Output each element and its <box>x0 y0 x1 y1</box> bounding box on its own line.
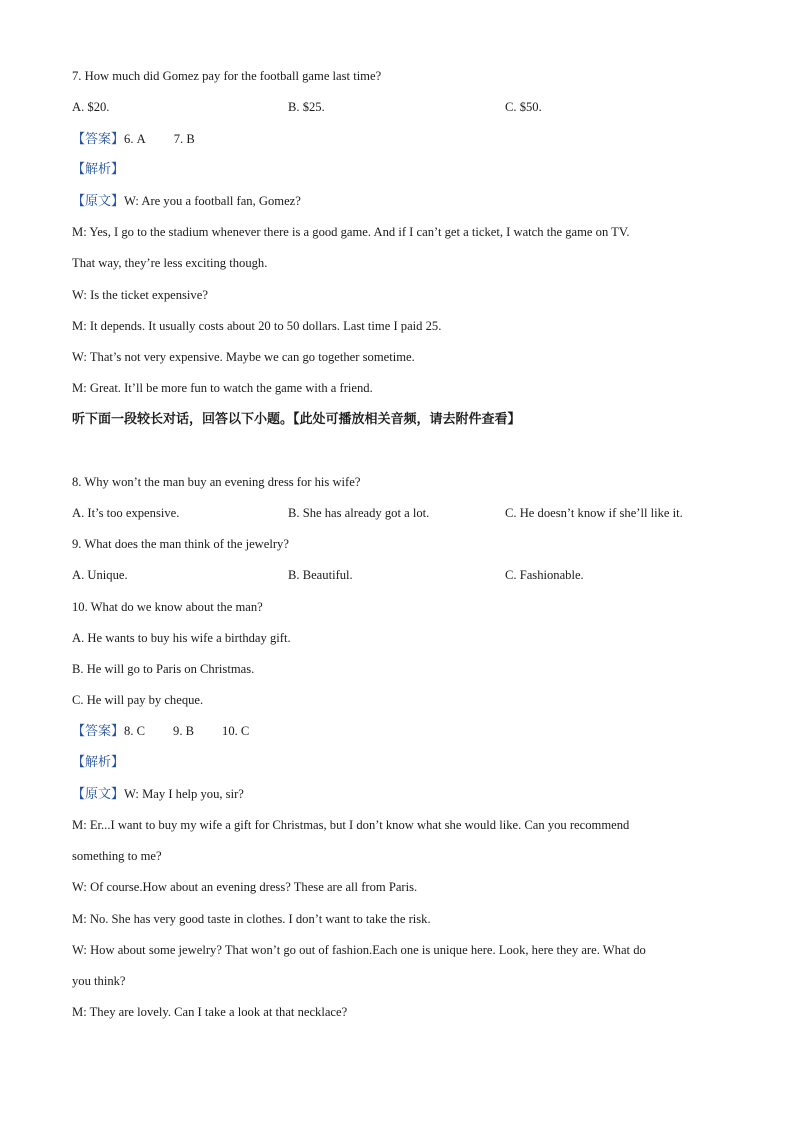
option-c: C. Fashionable. <box>505 568 584 582</box>
question-7: 7. How much did Gomez pay for the football game last time? <box>72 69 382 83</box>
answer-label: 【答案】 <box>72 132 125 147</box>
answer-item: 8. C <box>124 724 146 738</box>
option-b: B. Beautiful. <box>288 568 353 582</box>
analysis-label-2: 【解析】 <box>72 755 125 770</box>
question-8-options <box>72 505 752 521</box>
answer-line-2 <box>72 723 249 740</box>
question-10: 10. What do we know about the man? <box>72 600 263 614</box>
question-9: 9. What does the man think of the jewelry? <box>72 537 289 551</box>
question-7-options <box>72 99 752 115</box>
option-b: B. $25. <box>288 100 325 114</box>
transcript-line: That way, they’re less exciting though. <box>72 256 268 270</box>
question-8: 8. Why won’t the man buy an evening dress for his wife? <box>72 475 361 489</box>
option-c: C. $50. <box>505 100 542 114</box>
answer-item: 7. B <box>173 132 195 146</box>
transcript-line: M: Er...I want to buy my wife a gift for Christmas, but I don’t know what she would like. Can you recommend <box>72 818 630 832</box>
transcript-line: W: Is the ticket expensive? <box>72 288 208 302</box>
transcript-line: M: They are lovely. Can I take a look at that necklace? <box>72 1005 348 1019</box>
transcript-line: M: It depends. It usually costs about 20 to 50 dollars. Last time I paid 25. <box>72 319 442 333</box>
transcript-line: W: That’s not very expensive. Maybe we can go together sometime. <box>72 350 415 364</box>
option-a: A. $20. <box>72 100 110 114</box>
analysis-label-1: 【解析】 <box>72 162 125 177</box>
transcript-line: 【原文】W: May I help you, sir? <box>72 787 244 802</box>
transcript-line: 【原文】W: Are you a football fan, Gomez? <box>72 194 301 209</box>
option-a: A. He wants to buy his wife a birthday gift. <box>72 631 291 645</box>
option-b: B. She has already got a lot. <box>288 506 430 520</box>
option-a: A. Unique. <box>72 568 128 582</box>
transcript-label: 【原文】 <box>72 787 125 802</box>
transcript-line: W: Of course.How about an evening dress? These are all from Paris. <box>72 880 418 894</box>
answer-item: 9. B <box>173 724 195 738</box>
transcript-line: M: Yes, I go to the stadium whenever there is a good game. And if I can’t get a ticket, I watch the game on TV. <box>72 225 630 239</box>
transcript-line: M: Great. It’ll be more fun to watch the game with a friend. <box>72 381 373 395</box>
answer-label: 【答案】 <box>72 724 125 739</box>
section-instruction: 听下面一段较长对话，回答以下小题。【此处可播放相关音频，请去附件查看】 <box>72 412 521 427</box>
answer-line-1 <box>72 131 195 148</box>
option-a: A. It’s too expensive. <box>72 506 180 520</box>
transcript-line: W: How about some jewelry? That won’t go out of fashion.Each one is unique here. Look, here they are. What do <box>72 943 646 957</box>
transcript-line: something to me? <box>72 849 162 863</box>
option-b: B. He will go to Paris on Christmas. <box>72 662 255 676</box>
answer-item: 10. C <box>222 724 250 738</box>
transcript-line: M: No. She has very good taste in clothes. I don’t want to take the risk. <box>72 912 431 926</box>
option-c: C. He will pay by cheque. <box>72 693 204 707</box>
transcript-line: you think? <box>72 974 126 988</box>
answer-item: 6. A <box>124 132 146 146</box>
transcript-label: 【原文】 <box>72 194 125 209</box>
question-9-options <box>72 567 752 583</box>
option-c: C. He doesn’t know if she’ll like it. <box>505 506 683 520</box>
